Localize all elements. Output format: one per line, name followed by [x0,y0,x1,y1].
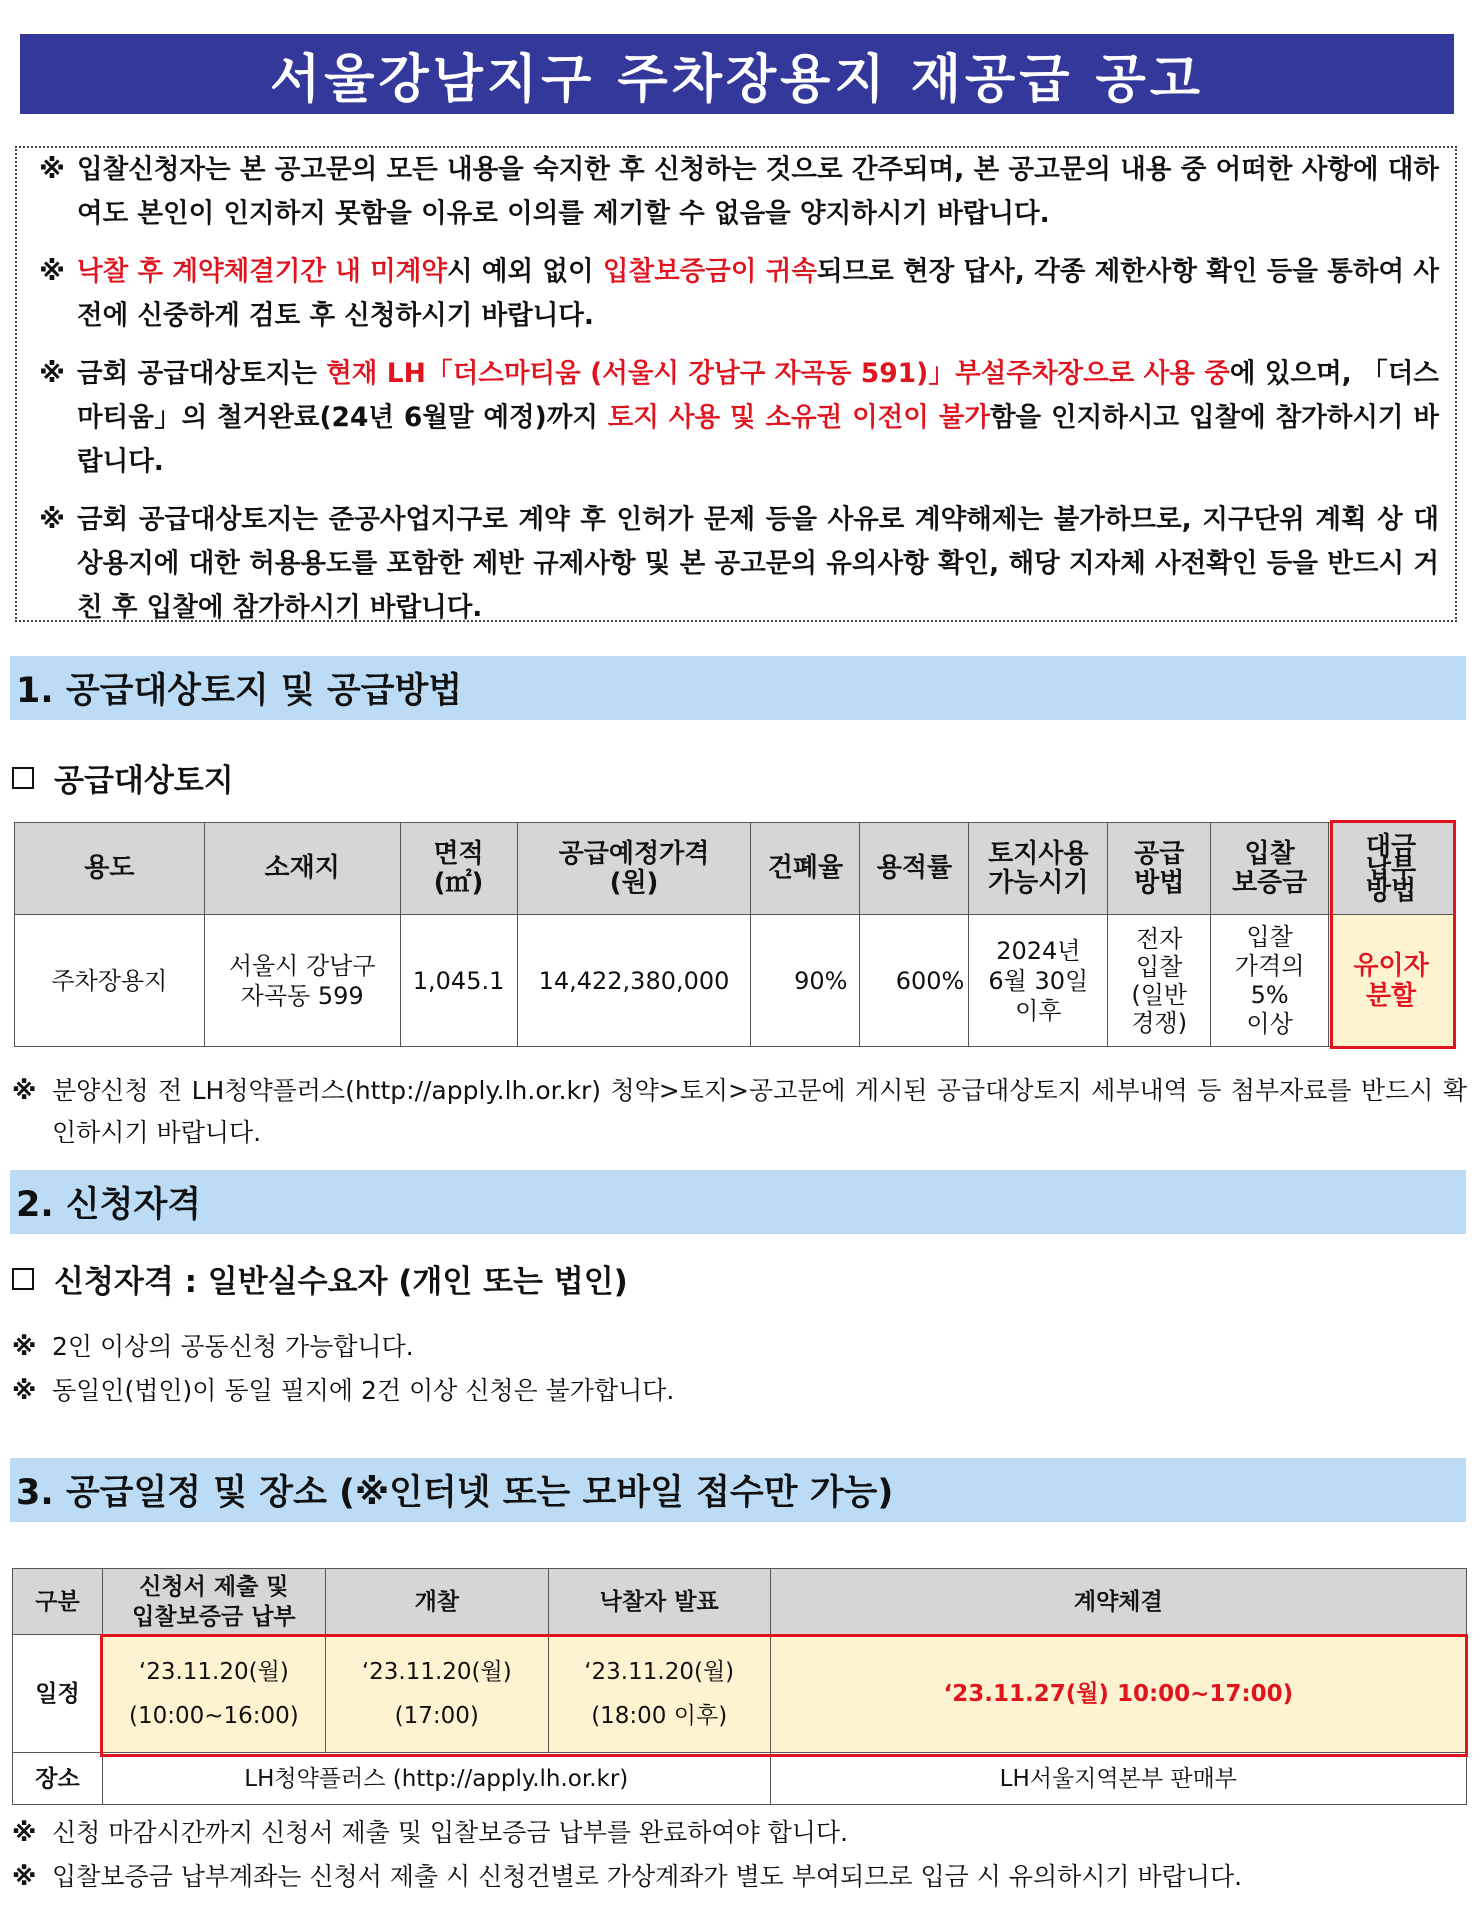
table-cell: ‘23.11.20(월) (10:00~16:00) [102,1635,325,1753]
reference-mark: ※ [39,358,65,389]
row-label: 일정 [13,1635,103,1753]
column-header: 토지사용 가능시기 [969,823,1108,915]
notice-item [27,498,1439,630]
notice-box [15,146,1457,622]
notice-item [27,148,1439,236]
reference-mark: ※ [12,1332,37,1361]
table-header-row [13,1569,1467,1635]
notice-fragment: 되므로 현장 답사, 각종 제한사항 확인 등을 통하여 사전에 신중하게 검토 후 신청하시기 바랍니다. [77,256,1439,331]
highlight-text: 토지 사용 및 소유권 이전이 불가 [607,402,990,433]
table-header-row [15,823,1454,915]
table-cell: ‘23.11.20(월) (18:00 이후) [548,1635,770,1753]
column-header: 용적률 [860,823,969,915]
note-text: 2인 이상의 공동신청 가능합니다. [52,1332,414,1361]
column-header: 공급예정가격 (원) [517,823,751,915]
column-header: 낙찰자 발표 [548,1569,770,1635]
notice-text [77,250,1439,338]
notice-item [27,250,1439,338]
table-cell: 2024년 6월 30일 이후 [969,915,1108,1047]
page-title: 서울강남지구 주차장용지 재공급 공고 [20,34,1454,114]
note [12,1812,848,1854]
note [12,1856,1242,1898]
checkbox-square-icon [12,767,34,789]
checkbox-square-icon [12,1268,34,1290]
note [12,1326,414,1368]
contract-date-cell: ‘23.11.27(월) 10:00~17:00) [770,1635,1466,1753]
highlight-text: 낙찰 후 계약체결기간 내 미계약 [77,256,447,287]
table-cell: 1,045.1 [400,915,517,1047]
column-header: 건폐율 [751,823,860,915]
note-text: 동일인(법인)이 동일 필지에 2건 이상 신청은 불가합니다. [52,1376,675,1405]
payment-method-cell: 유이자 분할 [1329,915,1454,1047]
table-cell: ‘23.11.20(월) (17:00) [325,1635,548,1753]
table-cell: 14,422,380,000 [517,915,751,1047]
reference-mark: ※ [12,1376,37,1405]
table-cell: 전자 입찰 (일반 경쟁) [1108,915,1211,1047]
note-text: 입찰보증금 납부계좌는 신청서 제출 시 신청건별로 가상계좌가 별도 부여되므로 입금 시 유의하시기 바랍니다. [52,1862,1243,1891]
notice-item [27,352,1439,484]
reference-mark: ※ [39,504,65,535]
notice-fragment: 시 예외 없이 [446,256,603,287]
table-cell: 입찰 가격의 5% 이상 [1211,915,1329,1047]
notice-fragment: 금회 공급대상토지는 [77,358,327,389]
column-header: 공급 방법 [1108,823,1211,915]
notice-text [77,352,1439,484]
sub-heading [12,755,234,800]
sub-heading-text: 공급대상토지 [54,763,234,799]
reference-mark: ※ [39,256,65,287]
row-label: 장소 [13,1753,103,1805]
sub-heading [12,1256,628,1301]
notice-text: 금회 공급대상토지는 준공사업지구로 계약 후 인허가 문제 등을 사유로 계약해제는 불가하므로, 지구단위 계획 상 대상용지에 대한 허용용도를 포함한 제반 규제사항 및 본 공고문의 유의사항 확인, 해당 지자체 사전확인 등을 반드시 거친 후 입찰에 참가하시기 바랍니다. [77,504,1439,623]
notice-fragment: 에 있으며, 「더스마티움」의 철거완료(24년 6월말 예정)까지 [77,358,1440,433]
note-text: 신청 마감시간까지 신청서 제출 및 입찰보증금 납부를 완료하여야 합니다. [52,1818,849,1847]
table-cell: 주차장용지 [15,915,205,1047]
column-header: 구분 [13,1569,103,1635]
column-header: 계약체결 [770,1569,1466,1635]
column-header: 면적 (㎡) [400,823,517,915]
highlight-text: 현재 LH「더스마티움 (서울시 강남구 자곡동 591)」부설주차장으로 사용 중 [326,358,1230,389]
reference-mark: ※ [12,1862,37,1891]
table-cell: LH청약플러스 (http://apply.lh.or.kr) [102,1753,770,1805]
column-header: 입찰 보증금 [1211,823,1329,915]
table-cell: LH서울지역본부 판매부 [770,1753,1466,1805]
note [12,1370,674,1412]
notice-text: 입찰신청자는 본 공고문의 모든 내용을 숙지한 후 신청하는 것으로 간주되며, 본 공고문의 내용 중 어떠한 사항에 대하여도 본인이 인지하지 못함을 이유로 이의를 제기할 수 없음을 양지하시기 바랍니다. [77,154,1439,229]
reference-mark: ※ [39,154,65,185]
sub-heading-text: 신청자격 : 일반실수요자 (개인 또는 법인) [54,1264,628,1300]
schedule-table [12,1568,1467,1805]
note [12,1070,1467,1154]
section-heading: 1. 공급대상토지 및 공급방법 [10,656,1466,720]
highlight-text: 입찰보증금이 귀속 [602,256,817,287]
table-row [13,1753,1467,1805]
table-cell: 서울시 강남구 자곡동 599 [204,915,400,1047]
column-header: 개찰 [325,1569,548,1635]
reference-mark: ※ [12,1076,37,1105]
section-heading: 2. 신청자격 [10,1170,1466,1234]
land-table [14,822,1454,1047]
column-header: 신청서 제출 및 입찰보증금 납부 [102,1569,325,1635]
column-header: 대금 납부 방법 [1329,823,1454,915]
table-cell: 600% [860,915,969,1047]
note-text: 분양신청 전 LH청약플러스(http://apply.lh.or.kr) 청약>토지>공고문에 게시된 공급대상토지 세부내역 등 첨부자료를 반드시 확인하시기 바랍니다. [52,1076,1467,1147]
reference-mark: ※ [12,1818,37,1847]
table-row [13,1635,1467,1753]
table-cell: 90% [751,915,860,1047]
section-heading: 3. 공급일정 및 장소 (※인터넷 또는 모바일 접수만 가능) [10,1458,1466,1522]
notice-fragment: 함을 인지하시고 입찰에 참가하시기 바랍니다. [77,402,1439,477]
table-row [15,915,1454,1047]
column-header: 용도 [15,823,205,915]
column-header: 소재지 [204,823,400,915]
